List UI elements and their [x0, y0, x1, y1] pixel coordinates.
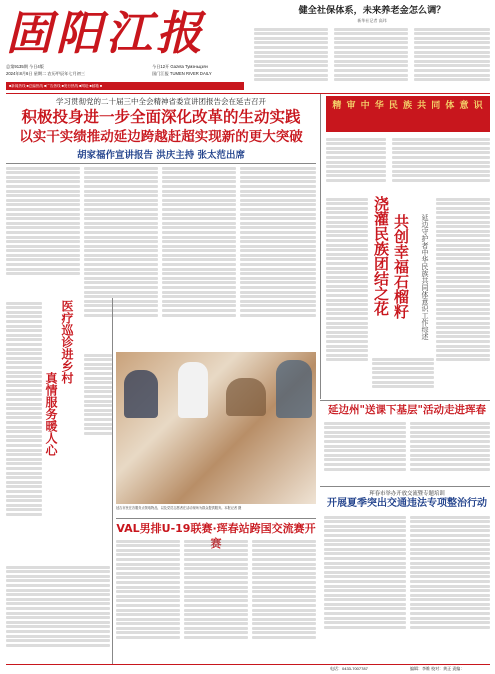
editorial-byline: 新华社记者 高玮 [357, 18, 387, 23]
editorial-col1 [254, 26, 328, 90]
feature-vertical-headline-2: 共创幸福石榴籽 [392, 214, 410, 319]
medical-title-1: 医疗巡诊进乡村 [60, 300, 74, 384]
issue-date: 2024年8月6日 星期二 农历甲辰年七月初三 [6, 71, 86, 76]
lead-headline-1: 积极投身进一步全面深化改革的生动实践 [21, 108, 301, 126]
traffic-col1 [324, 514, 406, 654]
lead-col1 [6, 165, 80, 295]
traffic-story-divider [320, 486, 490, 487]
feature-col-left [326, 196, 368, 396]
photo-figure [276, 360, 312, 418]
paper-name: 今日12开 Gazeta Тумэньцзян [152, 64, 208, 69]
feature-banner [326, 96, 490, 132]
feature-col-right [436, 196, 490, 396]
news-photo [116, 352, 316, 504]
volleyball-col2 [184, 538, 248, 664]
volleyball-col1 [116, 538, 180, 664]
border-story-col1 [324, 420, 406, 482]
footer-editors: 编辑：李维 校对：黄正 责编： [410, 666, 465, 671]
border-story-headline: 延边州"送课下基层"活动走进珲春 [328, 404, 486, 416]
photo-figure [124, 370, 158, 418]
border-story-divider [320, 400, 490, 401]
medical-col1 [6, 300, 42, 560]
photo-figure [226, 378, 266, 416]
feature-intro [326, 136, 386, 194]
lead-subhead: 胡家福作宣讲报告 洪庆主持 张太范出席 [76, 150, 246, 161]
lead-divider [6, 163, 316, 164]
medical-col3 [6, 564, 110, 664]
feature-vertical-headline-1: 浇灌民族团结之花 [372, 196, 390, 316]
footer-rule [6, 664, 490, 665]
feature-col-bottom [372, 356, 434, 398]
contact-bar: ■新闻热线 ■总编热线 ■广告热线 ■发行热线 ■网址 ■邮箱 ■ [6, 82, 244, 90]
traffic-col2 [410, 514, 490, 654]
editorial-col2 [334, 26, 408, 90]
issue-number: 总第9135期 今日4版 [6, 64, 44, 69]
left-column-rule [112, 298, 113, 664]
masthead-logo [6, 4, 244, 62]
paper-site: 国门江报 TUMEN RIVER DAILY [152, 71, 212, 76]
lead-kicker: 学习贯彻党的二十届三中全会精神省委宣讲团报告会在延吉召开 [56, 97, 266, 106]
traffic-headline: 开展夏季突出交通违法专项整治行动 [327, 498, 487, 509]
right-column-rule [320, 94, 321, 399]
volleyball-col3 [252, 538, 316, 664]
medical-col2 [84, 352, 112, 452]
border-story-col2 [410, 420, 490, 482]
volleyball-headline: VAL男排U-19联赛·珲春站跨国交流赛开赛 [116, 522, 316, 550]
photo-caption: 延吉市民在各服务点领取物品，以及党员志愿者在活动现场为群众提供服务。本报记者 摄 [116, 506, 242, 510]
traffic-kicker: 珲春市举办开放交流暨专题培训 [369, 491, 445, 497]
lead-headline-2: 以实干实绩推动延边跨越赶超实现新的更大突破 [19, 129, 303, 145]
editorial-col3 [414, 26, 490, 90]
photo-figure [178, 362, 208, 418]
volleyball-divider [116, 518, 316, 519]
newspaper-logo: 固阳江报 [6, 6, 206, 60]
feature-vertical-sub: 延边守护者中华民族共同体意识工作综述 [421, 214, 429, 340]
lead-col4 [240, 165, 316, 348]
lead-col2 [84, 165, 158, 348]
feature-banner-title: 精 审 中 华 民 族 共 同 体 意 识 [332, 101, 484, 111]
medical-title-2: 真情服务暖人心 [44, 372, 58, 456]
lead-col3 [162, 165, 236, 348]
top-divider [6, 93, 490, 94]
footer-phone: 电话：0433-7007787 [330, 666, 368, 671]
feature-intro-2 [392, 136, 490, 194]
editorial-title: 健全社保体系，未来养老金怎么调？ [298, 5, 446, 16]
